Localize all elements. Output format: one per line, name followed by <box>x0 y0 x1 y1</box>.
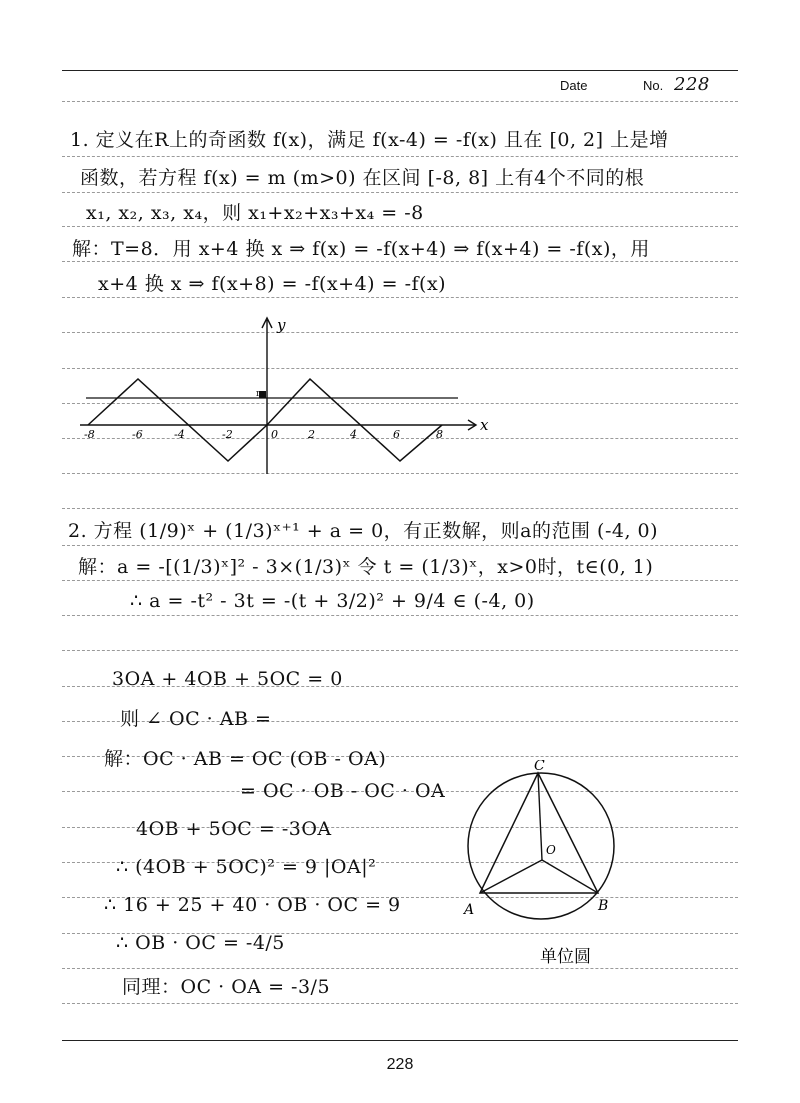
ruled-line <box>62 580 738 581</box>
problem2-line1: 2. 方程 (1/9)ˣ + (1/3)ˣ⁺¹ + a = 0，有正数解，则a的范围 (-4, 0) <box>68 520 659 542</box>
point-o-label: O <box>546 843 556 857</box>
x-tick-labels <box>84 428 443 441</box>
page-no-value: 228 <box>674 74 710 95</box>
ruled-line <box>62 101 738 102</box>
problem2-solution-line1: 解：a = -[(1/3)ˣ]² - 3×(1/3)ˣ 令 t = (1/3)ˣ，x>0时，t∈(0, 1) <box>78 556 654 578</box>
ruled-line <box>62 615 738 616</box>
problem1-line2: 函数，若方程 f(x) = m (m>0) 在区间 [-8, 8] 上有4个不同的根 <box>80 167 645 189</box>
tick-label: 6 <box>393 428 400 441</box>
ruled-line <box>62 226 738 227</box>
ruled-line <box>62 508 738 509</box>
problem1-solution-line2: x+4 换 x ⇒ f(x+8) = -f(x+4) = -f(x) <box>98 273 447 295</box>
point-c-label: C <box>534 760 545 774</box>
problem1-solution-line1: 解：T=8．用 x+4 换 x ⇒ f(x) = -f(x+4) ⇒ f(x+4) = -f(x)，用 <box>72 238 650 260</box>
unit-circle-diagram <box>458 760 668 980</box>
tick-label: 4 <box>350 428 357 441</box>
point-b-label: B <box>598 898 609 914</box>
tick-label: 8 <box>436 428 443 441</box>
ruled-line <box>62 192 738 193</box>
problem3-solution-line4: ∴ (4OB + 5OC)² = 9 |OA|² <box>116 856 377 878</box>
m-label: m <box>256 389 265 399</box>
tick-label: 0 <box>271 428 278 441</box>
function-graph <box>70 312 500 478</box>
ruled-line <box>62 1003 738 1004</box>
problem3-solution-line5: ∴ 16 + 25 + 40 · OB · OC = 9 <box>104 894 401 916</box>
problem3-solution-line2: = OC · OB - OC · OA <box>240 780 446 802</box>
tick-label: -4 <box>174 428 185 441</box>
ruled-line <box>62 261 738 262</box>
problem1-line3: x₁, x₂, x₃, x₄，则 x₁+x₂+x₃+x₄ = -8 <box>86 202 424 224</box>
ruled-line <box>62 650 738 651</box>
page-number: 228 <box>386 1056 414 1073</box>
y-axis-label: y <box>277 316 286 334</box>
ruled-line <box>62 297 738 298</box>
x-axis-label: x <box>480 416 489 434</box>
no-label: No. <box>643 78 664 93</box>
problem3-solution-line3: 4OB + 5OC = -3OA <box>136 818 332 840</box>
point-a-label: A <box>464 902 475 918</box>
ruled-line <box>62 545 738 546</box>
tick-label: -8 <box>84 428 95 441</box>
problem3-line2: 则 ∠ OC · AB = <box>120 708 272 730</box>
tick-label: -6 <box>132 428 143 441</box>
problem3-solution-line7: 同理：OC · OA = -3/5 <box>122 976 331 998</box>
bottom-border <box>62 1040 738 1041</box>
problem3-solution-line1: 解：OC · AB = OC (OB - OA) <box>104 748 387 770</box>
problem3-line1: 3OA + 4OB + 5OC = 0 <box>112 668 343 690</box>
segment-oa <box>480 860 542 893</box>
tick-label: -2 <box>222 428 233 441</box>
problem2-solution-line2: ∴ a = -t² - 3t = -(t + 3/2)² + 9/4 ∈ (-4, 0) <box>130 590 535 612</box>
ruled-line <box>62 156 738 157</box>
problem1-line1: 1. 定义在R上的奇函数 f(x)，满足 f(x-4) = -f(x) 且在 [0, 2] 上是增 <box>70 129 669 151</box>
problem3-solution-line6: ∴ OB · OC = -4/5 <box>116 932 285 954</box>
circle-caption: 单位圆 <box>540 947 591 967</box>
date-label: Date <box>560 78 588 93</box>
top-border <box>62 70 738 71</box>
tick-label: 2 <box>308 428 315 441</box>
segment-oc <box>538 773 542 860</box>
